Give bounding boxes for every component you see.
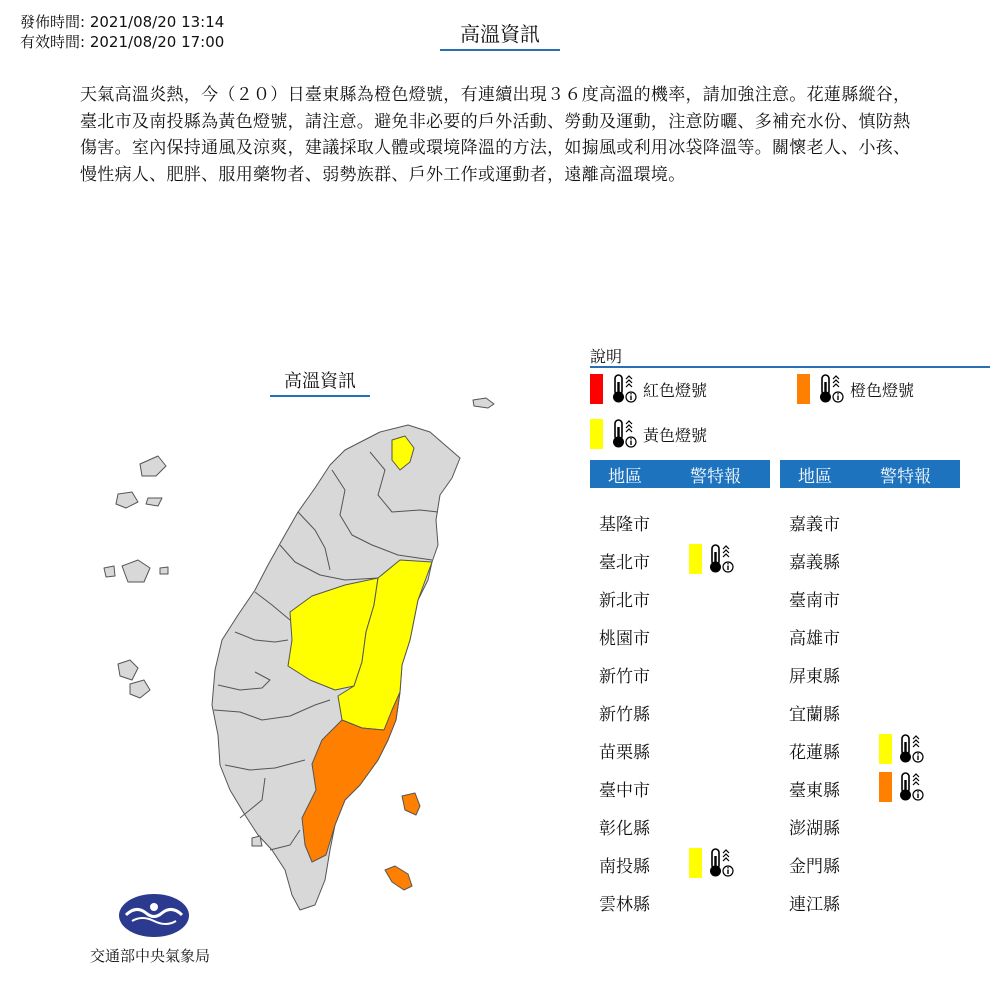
page-title: 高溫資訊 bbox=[440, 18, 560, 51]
legend-item-red bbox=[590, 373, 707, 405]
thermometer-icon bbox=[609, 418, 639, 450]
map-island-orchid bbox=[385, 866, 412, 890]
region-name: 高雄市 bbox=[789, 629, 840, 649]
issue-time-label: 發佈時間 bbox=[20, 13, 81, 31]
warning-description: 天氣高溫炎熱，今（２０）日臺東縣為橙色燈號，有連續出現３６度高溫的機率，請加強注意。花蓮縣縱谷，臺北市及南投縣為黃色燈號，請注意。避免非必要的戶外活動、勞動及運動，注意防曬、多補充水份、慎防熱傷害。室內保持通風及涼爽，建議採取人體或環境降溫的方法，如搧風或利用冰袋降溫等。關懷老人、小孩、慢性病人、肥胖、服用藥物者、弱勢族群、戶外工作或運動者，遠離高溫環境。 bbox=[80, 85, 911, 185]
region-name: 連江縣 bbox=[789, 895, 840, 915]
column-header-region: 地區 bbox=[798, 466, 832, 487]
region-name: 臺中市 bbox=[599, 781, 650, 801]
region-name: 苗栗縣 bbox=[599, 743, 650, 763]
thermometer-icon bbox=[609, 373, 639, 405]
region-name: 彰化縣 bbox=[599, 819, 650, 839]
warning-swatch-yellow bbox=[879, 734, 892, 764]
table-header-right bbox=[780, 460, 960, 488]
legend-item-yellow bbox=[590, 418, 707, 450]
legend-swatch-yellow bbox=[590, 419, 603, 449]
agency-name: 交通部中央氣象局 bbox=[89, 947, 210, 965]
column-header-warning: 警特報 bbox=[690, 466, 741, 487]
legend-label-yellow: 黃色燈號 bbox=[643, 425, 708, 445]
region-name: 花蓮縣 bbox=[789, 743, 840, 763]
map-island-penghu bbox=[140, 456, 166, 476]
region-name: 屏東縣 bbox=[789, 667, 840, 687]
region-name: 雲林縣 bbox=[599, 895, 650, 915]
legend-title: 說明 bbox=[590, 347, 623, 366]
thermometer-icon bbox=[896, 771, 926, 803]
warning-swatch-yellow bbox=[689, 848, 702, 878]
thermometer-icon bbox=[896, 733, 926, 765]
column-header-region: 地區 bbox=[608, 466, 642, 487]
region-name: 臺北市 bbox=[599, 553, 650, 573]
region-name: 基隆市 bbox=[599, 515, 650, 535]
legend-item-orange bbox=[797, 373, 914, 405]
region-name: 臺南市 bbox=[789, 591, 840, 611]
column-header-warning: 警特報 bbox=[880, 466, 931, 487]
region-name: 嘉義市 bbox=[789, 515, 840, 535]
legend-divider bbox=[590, 366, 990, 368]
legend-label-red: 紅色燈號 bbox=[643, 380, 708, 400]
region-name: 澎湖縣 bbox=[789, 819, 840, 839]
region-name: 新北市 bbox=[599, 591, 650, 611]
map-title: 高溫資訊 bbox=[270, 367, 370, 397]
table-header-left bbox=[590, 460, 770, 488]
warning-swatch-yellow bbox=[689, 544, 702, 574]
legend-swatch-red bbox=[590, 374, 603, 404]
region-name: 宜蘭縣 bbox=[789, 705, 840, 725]
map-island-green bbox=[402, 793, 420, 815]
thermometer-icon bbox=[706, 847, 736, 879]
time-info: 發佈時間: 2021/08/20 13:14 有效時間: 2021/08/20 17:00 bbox=[20, 13, 225, 51]
region-name: 金門縣 bbox=[789, 857, 840, 877]
taiwan-map bbox=[90, 360, 510, 920]
issue-time-value: 2021/08/20 13:14 bbox=[89, 13, 225, 31]
valid-time-value: 2021/08/20 17:00 bbox=[89, 33, 225, 51]
region-name: 新竹市 bbox=[599, 667, 650, 687]
region-name: 新竹縣 bbox=[599, 705, 650, 725]
cwb-logo bbox=[118, 893, 190, 938]
region-name: 嘉義縣 bbox=[789, 553, 840, 573]
thermometer-icon bbox=[816, 373, 846, 405]
region-name: 臺東縣 bbox=[789, 781, 840, 801]
legend-label-orange: 橙色燈號 bbox=[850, 380, 915, 400]
region-name: 南投縣 bbox=[599, 857, 650, 877]
legend-swatch-orange bbox=[797, 374, 810, 404]
warning-swatch-orange bbox=[879, 772, 892, 802]
valid-time-label: 有效時間 bbox=[20, 33, 81, 51]
thermometer-icon bbox=[706, 543, 736, 575]
region-name: 桃園市 bbox=[599, 629, 650, 649]
